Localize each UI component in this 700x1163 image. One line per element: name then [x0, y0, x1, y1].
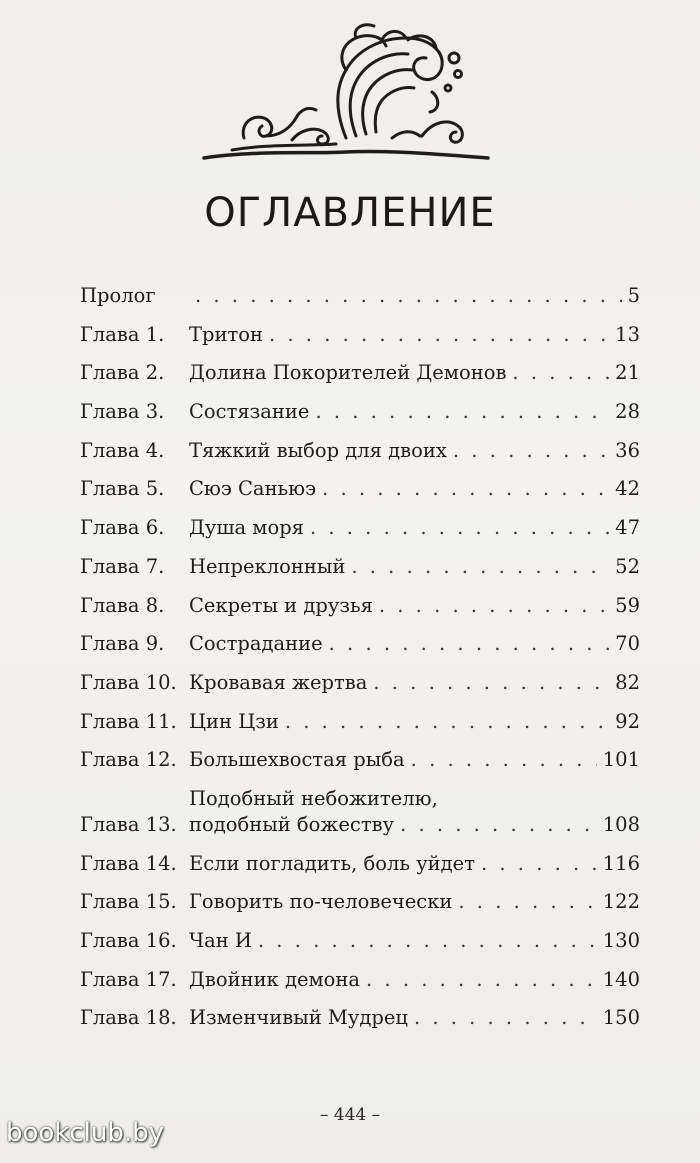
dot-leader: [315, 399, 609, 425]
toc-entry: [80, 747, 640, 773]
toc-chapter-label: Глава 4.: [80, 438, 165, 462]
dot-leader: [453, 438, 609, 464]
dot-leader: [366, 967, 597, 993]
toc-chapter-label: Глава 3.: [80, 400, 165, 424]
toc-chapter-title: Кровавая жертва: [189, 670, 368, 694]
toc-chapter-title: Чан И: [189, 929, 252, 952]
toc-chapter-label: Глава 7.: [80, 554, 165, 578]
toc-chapter-title: Состязание: [189, 400, 310, 424]
toc-chapter-label: Глава 2.: [80, 361, 165, 385]
toc-chapter-title: подобный божеству: [189, 812, 395, 836]
toc-entry: [80, 709, 640, 735]
toc-entry: [80, 438, 640, 464]
dot-leader: [269, 322, 609, 348]
toc-page-number: 36: [615, 438, 640, 462]
toc-page-number: 70: [615, 632, 640, 656]
toc-entry: [80, 928, 640, 954]
toc-chapter-label: Глава 15.: [80, 890, 177, 914]
page-title: ОГЛАВЛЕНИЕ: [204, 190, 496, 236]
toc-chapter-label: Глава 12.: [80, 748, 177, 772]
toc-entry: [80, 554, 640, 580]
toc-page-number: 52: [615, 554, 640, 578]
toc-chapter-title: Большехвостая рыба: [189, 748, 405, 772]
toc-chapter-title: Двойник демона: [189, 967, 361, 991]
toc-chapter-title: Долина Покорителей Демонов: [189, 361, 507, 385]
toc-entry: [80, 360, 640, 386]
toc-entry: [80, 670, 640, 696]
toc-chapter-title: Сострадание: [189, 632, 323, 656]
dot-leader: [195, 283, 622, 309]
toc-page-number: 21: [615, 361, 640, 385]
dot-leader: [481, 851, 597, 877]
toc-chapter-label: Пролог: [80, 284, 156, 307]
toc-page-number: 150: [602, 1006, 640, 1030]
toc-page-number: 116: [602, 851, 640, 875]
dot-leader: [379, 593, 609, 619]
toc-chapter-title: Сюэ Саньюэ: [189, 477, 317, 501]
toc-entry: [80, 322, 640, 348]
toc-entry: [80, 593, 640, 619]
dot-leader: [512, 360, 609, 386]
dot-leader: [373, 670, 609, 696]
toc-chapter-label: Глава 8.: [80, 593, 165, 617]
toc-page-number: 130: [602, 929, 640, 952]
toc-page-number: 42: [615, 477, 640, 501]
watermark-logo: bookclub.by: [6, 1118, 165, 1148]
page-number: – 444 –: [319, 1105, 381, 1125]
toc-entry: [80, 399, 640, 425]
toc-chapter-title: Непреклонный: [189, 554, 346, 578]
toc-page-number: 122: [602, 890, 640, 914]
toc-page-number: 108: [602, 812, 640, 836]
toc-page-number: 59: [615, 593, 640, 617]
toc-page-number: 82: [615, 670, 640, 694]
toc-chapter-label: Глава 16.: [80, 929, 177, 952]
toc-entry: [80, 515, 640, 541]
toc-page-number: 47: [615, 516, 640, 540]
toc-page-number: 101: [602, 748, 640, 772]
toc-entry: [80, 786, 640, 838]
dot-leader: [458, 889, 596, 915]
dot-leader: [322, 476, 609, 502]
toc-chapter-label: Глава 13.: [80, 812, 177, 836]
toc-entry: [80, 283, 640, 309]
toc-chapter-label: Глава 9.: [80, 632, 165, 656]
toc-chapter-label: Глава 10.: [80, 670, 177, 694]
toc-entry: [80, 1005, 640, 1031]
toc-entry: [80, 851, 640, 877]
toc-entry: [80, 889, 640, 915]
toc-chapter-label: Глава 14.: [80, 851, 177, 875]
wave-icon: [196, 18, 496, 170]
toc-chapter-title: Тритон: [189, 322, 264, 346]
toc-chapter-label: Глава 17.: [80, 967, 177, 991]
toc-entry: [80, 631, 640, 657]
toc-chapter-label: Глава 18.: [80, 1006, 177, 1030]
toc-chapter-label: Глава 1.: [80, 322, 165, 346]
dot-leader: [351, 554, 609, 580]
toc-chapter-title: Подобный небожителю,: [189, 786, 438, 810]
toc-chapter-title: Цин Цзи: [189, 709, 279, 733]
toc-page-number: 13: [615, 322, 640, 346]
dot-leader: [400, 812, 597, 838]
toc-chapter-title: Душа моря: [189, 516, 304, 540]
table-of-contents: [80, 283, 640, 1044]
toc-chapter-label: Глава 5.: [80, 477, 165, 501]
toc-chapter-title: Тяжкий выбор для двоих: [189, 438, 447, 462]
dot-leader: [258, 928, 597, 954]
toc-page-number: 5: [627, 284, 640, 307]
dot-leader: [414, 1005, 597, 1031]
toc-page-number: 28: [615, 400, 640, 424]
toc-chapter-title: Говорить по-человечески: [189, 890, 453, 914]
toc-page-number: 140: [602, 967, 640, 991]
dot-leader: [411, 747, 597, 773]
toc-chapter-label: Глава 6.: [80, 516, 165, 540]
toc-entry: [80, 476, 640, 502]
toc-chapter-label: Глава 11.: [80, 709, 177, 733]
dot-leader: [329, 631, 610, 657]
toc-entry: [80, 967, 640, 993]
toc-chapter-title: Секреты и друзья: [189, 593, 373, 617]
toc-page-number: 92: [615, 709, 640, 733]
toc-chapter-title: Изменчивый Мудрец: [189, 1006, 408, 1030]
toc-chapter-title: Если погладить, боль уйдет: [189, 851, 475, 875]
dot-leader: [310, 515, 609, 541]
dot-leader: [285, 709, 609, 735]
